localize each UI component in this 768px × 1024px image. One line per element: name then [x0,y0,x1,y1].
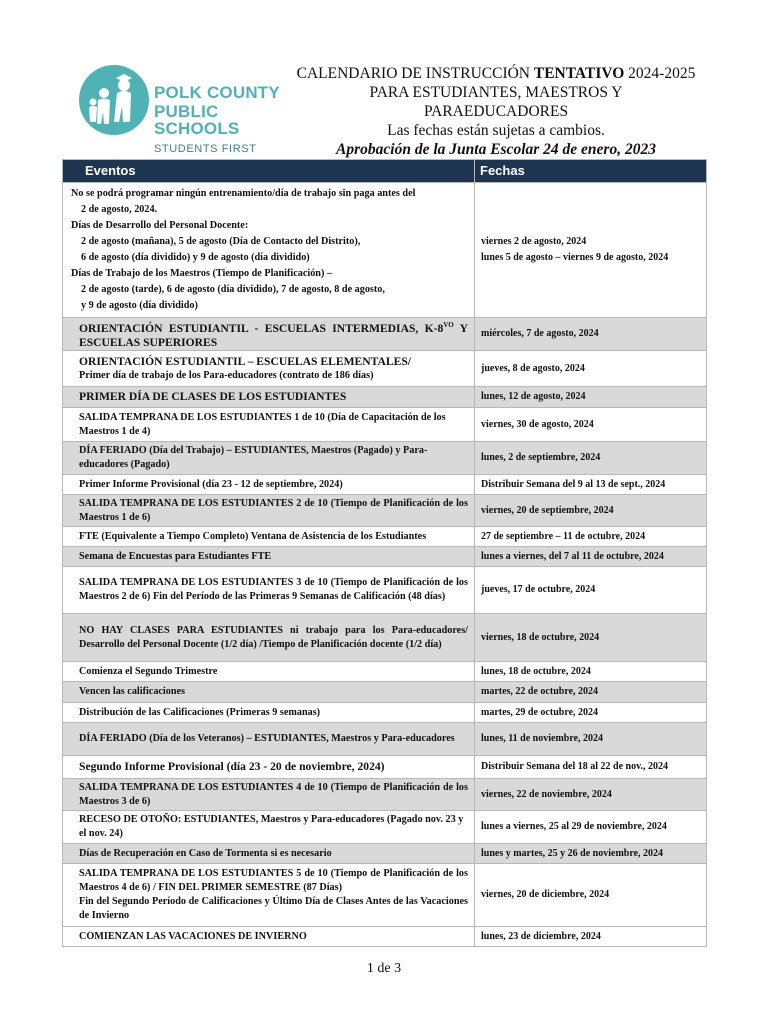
date-cell: lunes, 18 de octubre, 2024 [475,662,707,682]
table-row [63,703,707,723]
table-row [63,567,707,614]
table-row [63,183,707,318]
date-cell: viernes, 30 de agosto, 2024 [475,408,707,442]
event-cell: SALIDA TEMPRANA DE LOS ESTUDIANTES 5 de 10 (Tiempo de Planificación de los Maestros 4 de 6) / FIN DEL PRIMER SEMESTRE (87 Días) Fin del Segundo Período de Calificaciones y Último Día de Clases Antes de las Vacaciones de Invierno [63,864,475,927]
date-cell: lunes a viernes, del 7 al 11 de octubre, 2024 [475,547,707,567]
date-cell: miércoles, 7 de agosto, 2024 [475,318,707,351]
calendar-table [62,159,707,947]
event-cell: Segundo Informe Provisional (día 23 - 20 de noviembre, 2024) [63,756,475,779]
event-cell: Primer Informe Provisional (día 23 - 12 de septiembre, 2024) [63,475,475,495]
date-cell: martes, 29 de octubre, 2024 [475,703,707,723]
table-row [63,547,707,567]
header-disclaimer: Las fechas están sujetas a cambios. [387,122,605,139]
table-row [63,756,707,779]
event-cell: NO HAY CLASES PARA ESTUDIANTES ni trabajo para los Para-educadores/ Desarrollo del Personal Docente (1/2 día) /Tiempo de Planificación docente (1/2 día) [63,614,475,662]
date-cell: martes, 22 de octubre, 2024 [475,682,707,703]
event-cell: SALIDA TEMPRANA DE LOS ESTUDIANTES 3 de 10 (Tiempo de Planificación de los Maestros 2 de 6) Fin del Período de las Primeras 9 Semanas de Calificación (48 días) [63,567,475,614]
table-row [63,864,707,927]
event-cell: DÍA FERIADO (Día del Trabajo) – ESTUDIANTES, Maestros (Pagado) y Para-educadores (Pagado) [63,442,475,475]
students-emblem-icon [78,64,150,136]
logo-line-2: PUBLIC SCHOOLS [154,102,240,138]
date-cell: viernes, 20 de diciembre, 2024 [475,864,707,927]
header-title-line: CALENDARIO DE INSTRUCCIÓN TENTATIVO 2024-2025 [296,65,696,82]
page-number: 1 de 3 [366,961,402,976]
event-cell: Vencen las calificaciones [63,682,475,703]
table-row [63,779,707,811]
table-row [63,614,707,662]
header-audience-line: PARA ESTUDIANTES, MAESTROS Y PARAEDUCADORES [369,84,623,120]
header-approval-line: Aprobación de la Junta Escolar 24 de enero, 2023 [336,141,656,158]
date-cell: viernes, 18 de octubre, 2024 [475,614,707,662]
date-cell: viernes, 22 de noviembre, 2024 [475,779,707,811]
event-cell: SALIDA TEMPRANA DE LOS ESTUDIANTES 2 de 10 (Tiempo de Planificación de los Maestros 1 de 6) [63,495,475,527]
table-row [63,408,707,442]
event-cell: FTE (Equivalente a Tiempo Completo) Ventana de Asistencia de los Estudiantes [63,527,475,547]
date-cell: viernes, 20 de septiembre, 2024 [475,495,707,527]
table-row [63,351,707,387]
event-cell: Días de Recuperación en Caso de Tormenta si es necesario [63,844,475,864]
date-cell: lunes, 2 de septiembre, 2024 [475,442,707,475]
logo-tagline: STUDENTS FIRST [154,143,257,155]
events-column-header: Eventos [63,160,475,183]
table-row [63,662,707,682]
date-cell: viernes 2 de agosto, 2024 lunes 5 de agosto – viernes 9 de agosto, 2024 [475,183,707,318]
logo-line-1: POLK COUNTY [154,83,280,102]
date-cell: lunes, 23 de diciembre, 2024 [475,927,707,947]
district-logo [78,64,288,155]
date-cell: Distribuir Semana del 18 al 22 de nov., 2024 [475,756,707,779]
document-header [296,64,696,159]
date-cell: lunes a viernes, 25 al 29 de noviembre, 2024 [475,811,707,844]
event-cell: No se podrá programar ningún entrenamiento/día de trabajo sin paga antes del 2 de agosto, 2024. Días de Desarrollo del Personal Docente: 2 de agosto (mañana), 5 de agosto (Día de Contacto del Distrito), 6 de agosto (día dividido) y 9 de agosto (día dividido) Días de Trabajo de los Maestros (Tiempo de Planificación) – 2 de agosto (tarde), 6 de agosto (día dividido), 7 de agosto, 8 de agosto, y 9 de agosto (día dividido) [63,183,475,318]
event-cell: SALIDA TEMPRANA DE LOS ESTUDIANTES 1 de 10 (Día de Capacitación de los Maestros 1 de 4) [63,408,475,442]
event-cell: ORIENTACIÓN ESTUDIANTIL – ESCUELAS ELEMENTALES/ Primer día de trabajo de los Para-educadores (contrato de 186 días) [63,351,475,387]
date-cell: lunes, 11 de noviembre, 2024 [475,723,707,756]
table-header-row [63,160,707,183]
dates-column-header: Fechas [475,160,707,183]
date-cell: 27 de septiembre – 11 de octubre, 2024 [475,527,707,547]
table-row [63,495,707,527]
table-row [63,475,707,495]
event-cell: Comienza el Segundo Trimestre [63,662,475,682]
table-row [63,723,707,756]
event-cell: COMIENZAN LAS VACACIONES DE INVIERNO [63,927,475,947]
table-row [63,682,707,703]
table-row [63,318,707,351]
date-cell: lunes, 12 de agosto, 2024 [475,387,707,408]
table-row [63,844,707,864]
event-cell: Distribución de las Calificaciones (Primeras 9 semanas) [63,703,475,723]
event-cell: SALIDA TEMPRANA DE LOS ESTUDIANTES 4 de 10 (Tiempo de Planificación de los Maestros 3 de 6) [63,779,475,811]
date-cell: jueves, 17 de octubre, 2024 [475,567,707,614]
table-row [63,387,707,408]
date-cell: lunes y martes, 25 y 26 de noviembre, 2024 [475,844,707,864]
event-cell: Semana de Encuestas para Estudiantes FTE [63,547,475,567]
event-cell: RECESO DE OTOÑO: ESTUDIANTES, Maestros y Para-educadores (Pagado nov. 23 y el nov. 24) [63,811,475,844]
table-row [63,811,707,844]
date-cell: Distribuir Semana del 9 al 13 de sept., 2024 [475,475,707,495]
event-cell: ORIENTACIÓN ESTUDIANTIL - ESCUELAS INTERMEDIAS, $K-8^{VO}$ Y ESCUELAS SUPERIORES [63,318,475,351]
event-cell: PRIMER DÍA DE CLASES DE LOS ESTUDIANTES [63,387,475,408]
date-cell: jueves, 8 de agosto, 2024 [475,351,707,387]
event-cell: DÍA FERIADO (Día de los Veteranos) – ESTUDIANTES, Maestros y Para-educadores [63,723,475,756]
table-row [63,527,707,547]
table-row [63,927,707,947]
table-row [63,442,707,475]
